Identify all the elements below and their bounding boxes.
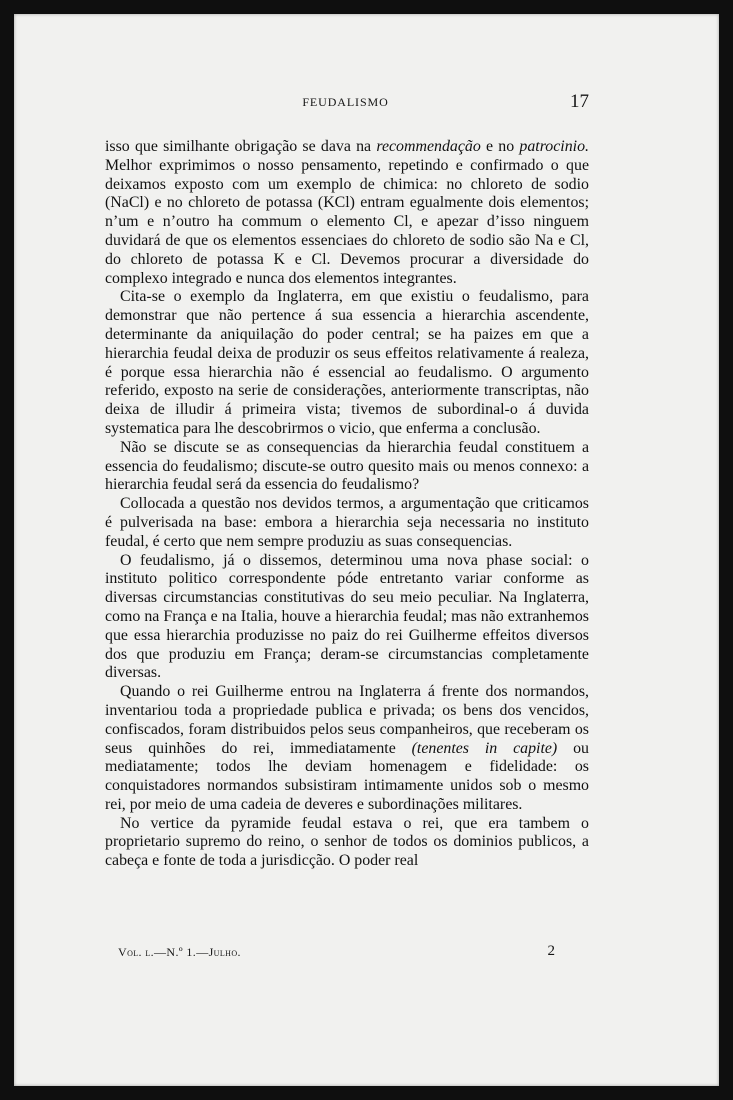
text-run: ou mediatamente; todos lhe deviam homenagem e fidelidade: os conquistadores normandos subsistiram intimamente unidos sob o mesmo rei, por meio de uma cadeia de deveres e subordinações militares. — [105, 739, 589, 813]
paragraph — [105, 683, 589, 815]
text-run: Cita-se o exemplo da Inglaterra, em que existiu o feudalismo, para demonstrar que não pertence á sua essencia a hierarchia ascendente, determinante da aniquilação do poder central; se ha paizes em que a hierarchia feudal deixa de produzir os seus effeitos relativamente á realeza, é porque essa hierarchia não é essencial ao feudalismo. O argumento referido, exposto na serie de considerações, anteriormente transcriptas, não deixa de illudir á primeira vista; tivemos de subordinal-o á duvida systematica para lhe descobrirmos o vicio, que enferma a conclusão. — [105, 288, 589, 437]
text-run: e no — [480, 138, 520, 155]
page-number: 17 — [570, 91, 589, 112]
italic-text: recommendação — [376, 138, 481, 155]
paragraph — [105, 288, 589, 438]
text-run: O feudalismo, já o dissemos, determinou uma nova phase social: o instituto politico correspondente póde entretanto variar conforme as diversas circumstancias constitutivas do seu meio peculiar. Na Inglaterra, como na França e na Italia, houve a hierarchia feudal; mas não extranhemos que essa hierarchia produzisse no paiz do rei Guilherme effeitos diversos dos que produziu em França; deram-se circumstancias completamente diversas. — [105, 551, 589, 682]
document-page — [14, 14, 719, 1086]
text-run: Melhor exprimimos o nosso pensamento, repetindo e confirmado o que deixamos exposto com um exemplo de chimica: no chloreto de sodio (NaCl) e no chloreto de potassa (KCl) entram egualmente dois elementos; n’um e n’outro ha commum o elemento Cl, e apezar d’isso ninguem duvidará de que os elementos essenciaes do chloreto de sodio são Na e Cl, do chloreto de potassa K e Cl. Devemos procurar a diversidade do complexo integrado e nunca dos elementos integrantes. — [105, 156, 589, 287]
italic-text: (tenentes in capite) — [411, 739, 558, 757]
paragraph — [105, 495, 589, 551]
page-footer — [118, 943, 555, 965]
text-run: No vertice da pyramide feudal estava o rei, que era tambem o proprietario supremo do reino, o senhor de todos os dominios publicos, a cabeça e fonte de toda a jurisdicção. O poder real — [105, 814, 589, 870]
text-run: Não se discute se as consequencias da hierarchia feudal constituem a essencia do feudalismo; discute-se outro quesito mais ou menos connexo: a hierarchia feudal será da essencia do feudalismo? — [105, 438, 589, 494]
running-title: FEUDALISMO — [302, 95, 389, 109]
text-run: isso que similhante obrigação se dava na — [105, 138, 377, 155]
text-run: Quando o rei Guilherme entrou na Inglaterra á frente dos normandos, inventariou toda a propriedade publica e privada; os bens dos vencidos, confiscados, foram distribuidos pelos seus companheiros, que receberam os seus quinhões do rei, immediatamente — [105, 683, 589, 757]
page-header — [102, 91, 589, 121]
italic-text: patrocinio. — [519, 138, 589, 155]
paragraph — [105, 815, 589, 871]
text-run: Collocada a questão nos devidos termos, a argumentação que criticamos é pulverisada na base: embora a hierarchia seja necessaria no instituto feudal, é certo que nem sempre produziu as suas consequencias. — [105, 495, 589, 550]
paragraph — [105, 439, 589, 495]
paragraph — [105, 138, 589, 288]
paragraph — [105, 552, 589, 684]
body-text — [105, 138, 589, 871]
volume-info: Vol. l.—N.º 1.—Julho. — [118, 945, 241, 959]
signature-mark: 2 — [547, 943, 555, 959]
